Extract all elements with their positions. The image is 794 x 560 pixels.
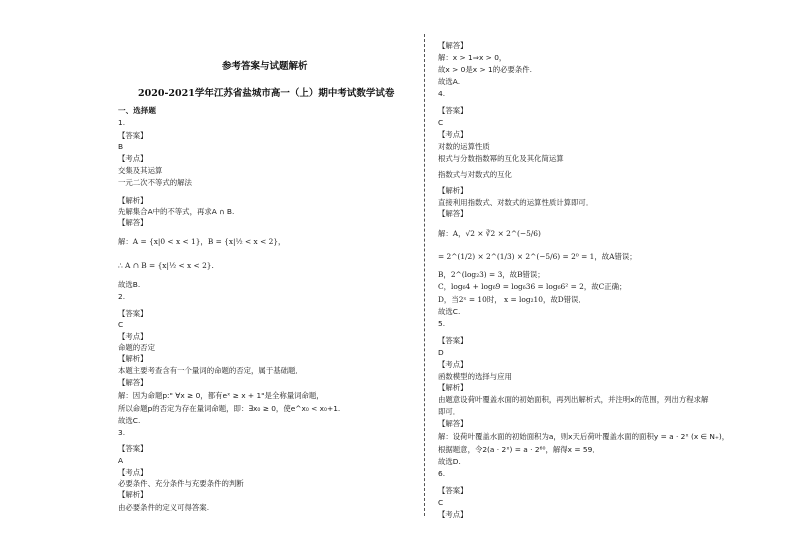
left-column-line: 【解析】 [118,490,148,499]
right-column-line: D，当2ˣ = 10时， x = log₂10，故D错误． [438,295,586,304]
left-column-line: 命题的否定 [118,343,155,352]
left-column-line: 故选B. [118,280,141,289]
right-column-line: 解：x > 1⇒x > 0， [438,53,507,62]
right-column-line: 根据题意，令2(a · 2ˣ) = a · 2⁶⁰，解得x = 59． [438,445,600,454]
right-column-line: 由题意设荷叶覆盖水面的初始面积，再列出解析式，并注明x的范围，列出方程求解 [438,395,709,404]
right-column-line: 故x > 0是x > 1的必要条件. [438,65,533,74]
right-column-line: B，2^(log₂3) = 3，故B错误； [438,270,545,279]
right-column-line: 函数模型的选择与应用 [438,372,512,381]
left-column-line: A [118,456,124,465]
left-column-line: C [118,320,124,329]
left-column-line: 先解集合A中的不等式，再求A ∩ B. [118,207,235,216]
right-column-line: 【解析】 [438,186,468,195]
left-column-line: 解：因为命题p:" ∀x ≥ 0，都有eˣ ≥ x + 1"是全称量词命题， [118,391,324,400]
left-column-line: 所以命题p的否定为存在量词命题，即：∃x₀ ≥ 0，使e^x₀ < x₀+1. [118,404,341,413]
left-column-line: 【考点】 [118,468,148,477]
left-column-line: 【答案】 [118,131,148,140]
left-column-line: 【解答】 [118,218,148,227]
right-column-line: 【解答】 [438,419,468,428]
right-column-line: 故选C. [438,307,461,316]
left-column-line: 【解答】 [118,378,148,387]
right-column-line: 【解析】 [438,383,468,392]
right-column-line: C [438,498,444,507]
left-column-line: 【答案】 [118,444,148,453]
left-column-line: 故选C. [118,416,141,425]
left-column-line: ∴ A ∩ B = {x|½ < x < 2}. [118,261,214,270]
right-column-line: 解：设荷叶覆盖水面的初始面积为a，则x天后荷叶覆盖水面的面积y = a · 2ˣ (x ∈ N₊)， [438,432,730,441]
right-column-line: C，log₆4 + log₆9 = log₆36 = log₆6² = 2，故C正确； [438,282,627,291]
left-column-line: 必要条件、充分条件与充要条件的判断 [118,479,244,488]
document-subtitle: 2020-2021学年江苏省盐城市高一（上）期中考试数学试卷 [138,88,395,99]
right-column-line: = 2^(1/2) × 2^(1/3) × 2^(−5/6) = 2⁰ = 1，故A错误； [438,252,637,261]
right-column-line: 故选A. [438,77,461,86]
right-column-line: 根式与分数指数幂的互化及其化简运算 [438,154,564,163]
right-column-line: 直接利用指数式、对数式的运算性质计算即可． [438,198,594,207]
left-column-line: 由必要条件的定义可得答案. [118,503,210,512]
left-column-line: 本题主要考查含有一个量词的命题的否定，属于基础题． [118,366,303,375]
right-column-line: 【解答】 [438,209,468,218]
right-column-line: 【答案】 [438,106,468,115]
left-column-line: B [118,142,124,151]
left-column-line: 一元二次不等式的解法 [118,178,192,187]
right-column-line: 指数式与对数式的互化 [438,170,512,179]
right-column-line: C [438,118,444,127]
right-column-line: 即可． [438,407,461,416]
column-divider [424,34,425,516]
right-column-line: 对数的运算性质 [438,142,490,151]
left-column-line: 1. [118,118,126,127]
right-column-line: 【答案】 [438,486,468,495]
left-column-line: 2. [118,292,126,301]
right-column-line: 【考点】 [438,510,468,519]
right-column-line: 故选D. [438,457,461,466]
left-column-line: 【答案】 [118,309,148,318]
right-column-line: 解：A，√2 × ∛2 × 2^(−5/6) [438,229,541,238]
left-column-line: 【解析】 [118,196,148,205]
right-column-line: 【考点】 [438,130,468,139]
left-column-line: 解：A = {x|0 < x < 1}，B = {x|½ < x < 2}， [118,237,286,246]
right-column-line: D [438,348,444,357]
right-column-line: 6. [438,469,446,478]
right-column-line: 【考点】 [438,360,468,369]
right-column-line: 5. [438,319,446,328]
left-column-line: 交集及其运算 [118,166,163,175]
right-column-line: 【答案】 [438,336,468,345]
left-column-line: 【考点】 [118,154,148,163]
left-column-line: 【解析】 [118,354,148,363]
document-title: 参考答案与试题解析 [222,61,308,72]
left-column-line: 3. [118,428,126,437]
right-column-line: 【解答】 [438,41,468,50]
right-column-line: 4. [438,89,446,98]
section-heading: 一、选择题 [118,106,156,115]
left-column-line: 【考点】 [118,332,148,341]
